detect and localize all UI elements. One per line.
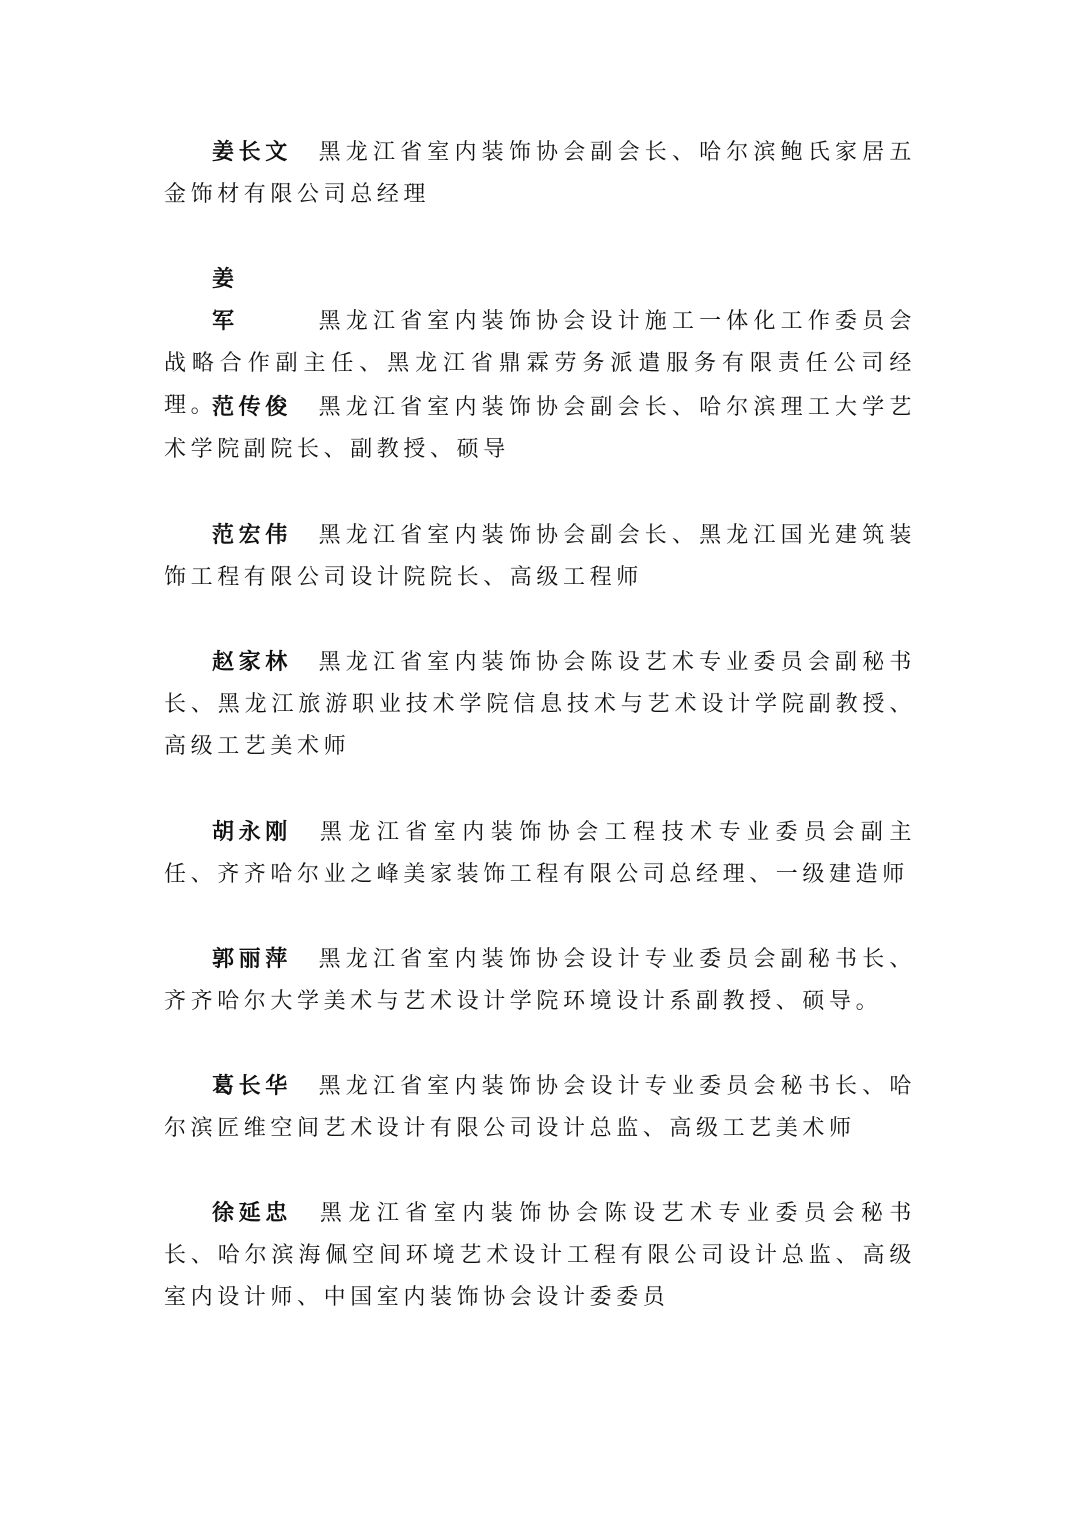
member-name: 姜长文 — [212, 139, 292, 165]
member-name: 姜 军 — [212, 266, 271, 334]
member-description: 黑龙江省室内装饰协会副会长、哈尔滨理工大学艺术学院副院长、副教授、硕导 — [164, 395, 916, 462]
member-name: 郭丽萍 — [212, 946, 292, 972]
member-description: 黑龙江省室内装饰协会设计施工一体化工作委员会战略合作副主任、黑龙江省鼎霖劳务派遣服务有限责任公司经理。 — [164, 309, 916, 418]
member-entry — [164, 1192, 916, 1319]
member-name: 范宏伟 — [212, 522, 292, 548]
member-entry — [164, 386, 916, 471]
member-description: 黑龙江省室内装饰协会陈设艺术专业委员会秘书长、哈尔滨海佩空间环境艺术设计工程有限公司设计总监、高级室内设计师、中国室内装饰协会设计委委员 — [164, 1201, 916, 1310]
member-name: 赵家林 — [212, 649, 292, 675]
member-name: 葛长华 — [212, 1073, 292, 1099]
member-description: 黑龙江省室内装饰协会副会长、黑龙江国光建筑装饰工程有限公司设计院院长、高级工程师 — [164, 523, 916, 590]
member-entry — [164, 938, 916, 1023]
member-entry — [164, 641, 916, 768]
member-entry — [164, 1065, 916, 1150]
member-description: 黑龙江省室内装饰协会设计专业委员会副秘书长、齐齐哈尔大学美术与艺术设计学院环境设计系副教授、硕导。 — [164, 947, 916, 1014]
member-entry — [164, 131, 916, 216]
member-description: 黑龙江省室内装饰协会工程技术专业委员会副主任、齐齐哈尔业之峰美家装饰工程有限公司总经理、一级建造师 — [164, 820, 916, 887]
member-entry — [164, 811, 916, 896]
member-description: 黑龙江省室内装饰协会副会长、哈尔滨鲍氏家居五金饰材有限公司总经理 — [164, 140, 916, 207]
member-entry — [164, 514, 916, 599]
member-name: 徐延忠 — [212, 1200, 292, 1226]
member-description: 黑龙江省室内装饰协会设计专业委员会秘书长、哈尔滨匠维空间艺术设计有限公司设计总监、高级工艺美术师 — [164, 1074, 916, 1141]
member-description: 黑龙江省室内装饰协会陈设艺术专业委员会副秘书长、黑龙江旅游职业技术学院信息技术与艺术设计学院副教授、高级工艺美术师 — [164, 650, 916, 759]
member-name: 范传俊 — [212, 394, 292, 420]
member-name: 胡永刚 — [212, 819, 292, 845]
